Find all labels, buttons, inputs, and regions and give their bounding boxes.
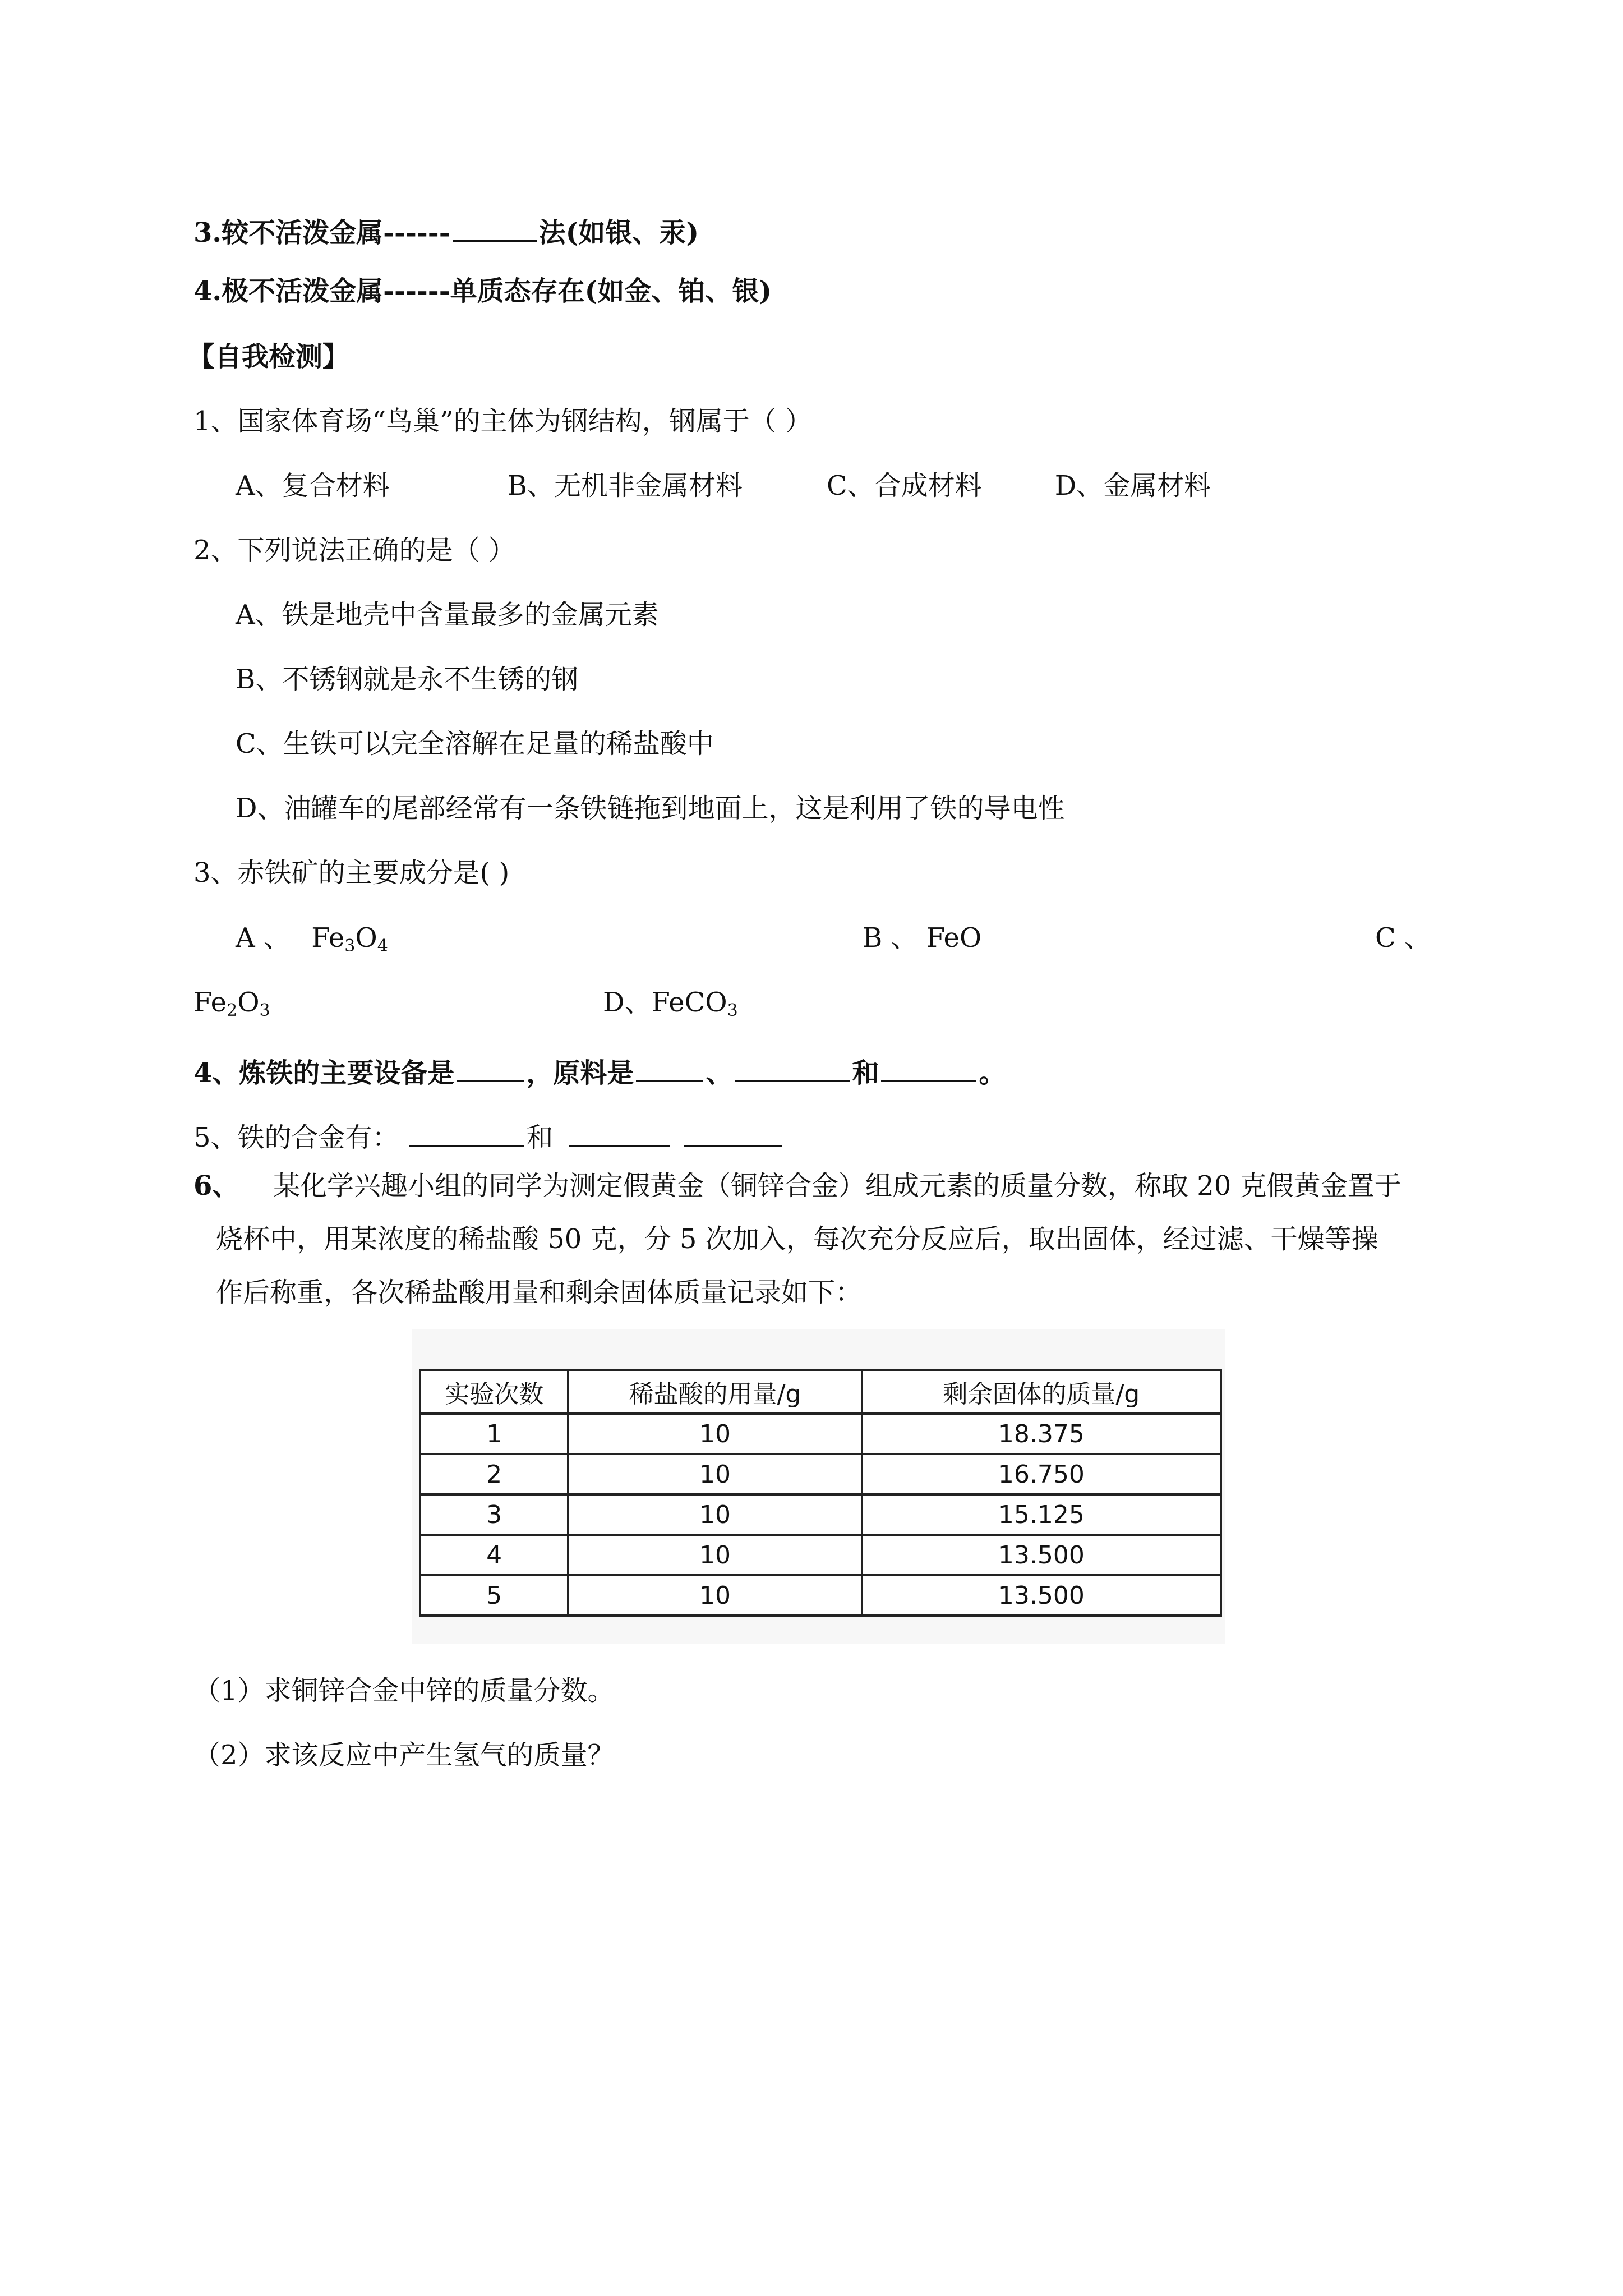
- question-1-options: [236, 472, 1211, 499]
- section-heading: 【自我检测】: [188, 341, 350, 372]
- q3-option-b: B 、 FeO: [863, 922, 982, 954]
- method-item-3-prefix: 3.较不活泼金属------: [193, 217, 450, 249]
- table-row: 2 10 16.750: [420, 1454, 1221, 1494]
- q2-option-c: C、生铁可以完全溶解在足量的稀盐酸中: [236, 728, 714, 760]
- method-item-3-suffix: 法(如银、汞): [538, 217, 699, 249]
- results-table: [419, 1369, 1222, 1617]
- q3-option-d: D、FeCO$_3$: [603, 987, 738, 1020]
- method-item-4: 4.极不活泼金属------单质态存在(如金、铂、银): [193, 275, 772, 307]
- answer-blank[interactable]: [409, 1118, 524, 1147]
- table-row: 3 10 15.125: [420, 1494, 1221, 1535]
- question-6-line-2: 烧杯中，用某浓度的稀盐酸 50 克，分 5 次加入，每次充分反应后，取出固体，经过滤、干燥等操: [216, 1223, 1378, 1255]
- answer-blank[interactable]: [453, 213, 537, 242]
- q1-option-b: B、无机非金属材料: [507, 470, 743, 501]
- table-row: 4 10 13.500: [420, 1535, 1221, 1575]
- question-5: 5、铁的合金有： 和: [193, 1118, 784, 1151]
- q3-option-c-label: C 、: [1375, 922, 1431, 954]
- question-2-stem: 2、下列说法正确的是（ ）: [193, 535, 515, 566]
- q3-option-c-formula: $Fe_2O_3$: [193, 987, 270, 1020]
- question-6-line-3: 作后称重，各次稀盐酸用量和剩余固体质量记录如下：: [216, 1277, 863, 1308]
- question-6-sub-2: （2）求该反应中产生氢气的质量？: [193, 1740, 615, 1771]
- question-6-number: 6、: [193, 1170, 239, 1202]
- answer-blank[interactable]: [569, 1118, 670, 1147]
- q2-option-b: B、不锈钢就是永不生锈的钢: [236, 664, 579, 695]
- header-trial: 实验次数: [420, 1370, 568, 1414]
- q1-option-c: C、合成材料: [826, 470, 982, 501]
- q1-option-a: A、复合材料: [236, 470, 390, 501]
- q1-option-d: D、金属材料: [1054, 470, 1211, 501]
- q3-option-a: A 、 $Fe_3O_4$: [236, 922, 388, 956]
- question-6-sub-1: （1）求铜锌合金中锌的质量分数。: [193, 1675, 615, 1706]
- table-header-row: [420, 1370, 1221, 1414]
- table-row: 1 10 18.375: [420, 1414, 1221, 1454]
- answer-blank[interactable]: [636, 1053, 703, 1082]
- q2-option-a: A、铁是地壳中含量最多的金属元素: [236, 599, 659, 631]
- question-4: 4、炼铁的主要设备是 ，原料是 、 和 。: [193, 1053, 1006, 1087]
- question-6-line-1: 某化学兴趣小组的同学为测定假黄金（铜锌合金）组成元素的质量分数，称取 20 克假黄金置于: [273, 1170, 1401, 1202]
- answer-blank[interactable]: [457, 1053, 524, 1082]
- question-1-stem: 1、国家体育场“鸟巢”的主体为钢结构，钢属于（ ）: [193, 406, 812, 437]
- answer-blank[interactable]: [881, 1053, 976, 1082]
- method-item-3: [193, 213, 699, 249]
- q2-option-d: D、油罐车的尾部经常有一条铁链拖到地面上，这是利用了铁的导电性: [236, 793, 1065, 824]
- answer-blank[interactable]: [735, 1053, 850, 1082]
- q3-option-a-formula: $Fe_3O_4$: [311, 922, 388, 956]
- answer-blank[interactable]: [684, 1118, 782, 1147]
- header-acid-amount: 稀盐酸的用量/g: [568, 1370, 861, 1414]
- results-table-image: [412, 1329, 1225, 1644]
- header-remaining-solid: 剩余固体的质量/g: [862, 1370, 1221, 1414]
- question-3-stem: 3、赤铁矿的主要成分是( ): [193, 857, 510, 889]
- table-row: 5 10 13.500: [420, 1575, 1221, 1616]
